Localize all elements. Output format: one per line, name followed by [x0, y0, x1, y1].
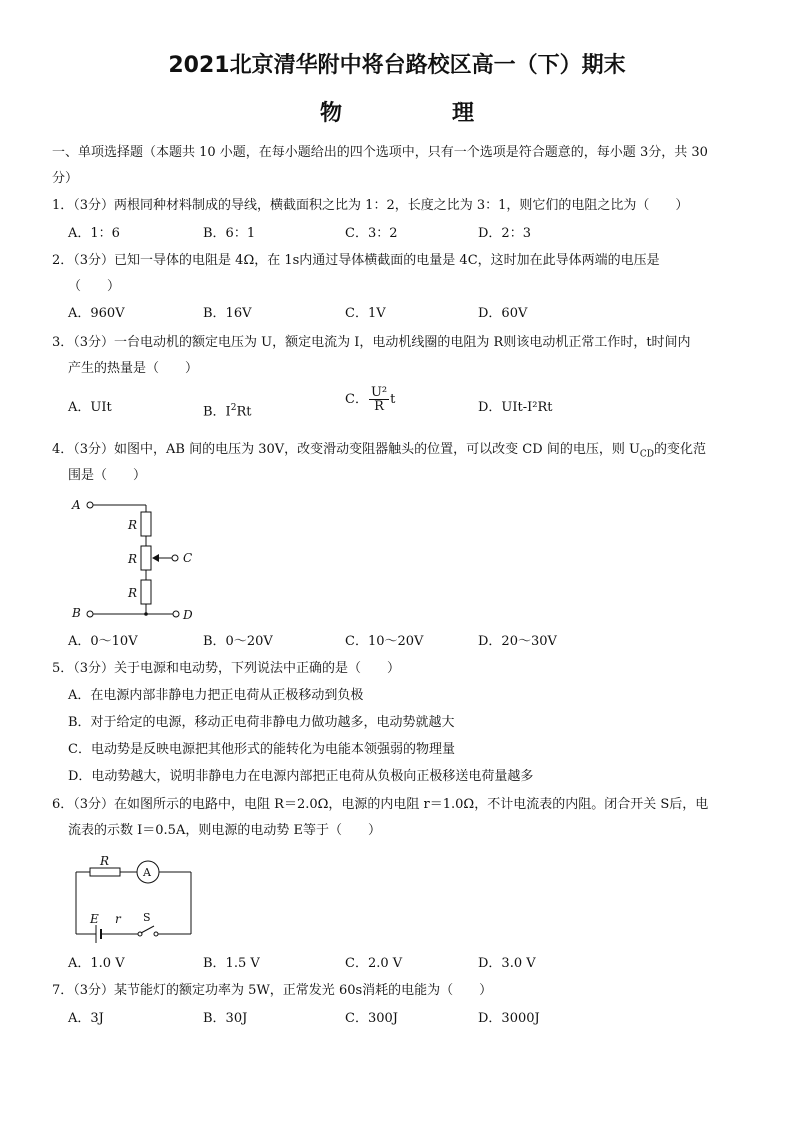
section-heading-cont: 分） — [52, 171, 79, 186]
terminal-d — [173, 611, 179, 617]
q3-option-c: C． $\frac{\text{U²}}{R}$ t — [345, 385, 396, 414]
q5-stem: 5．（3分）关于电源和电动势，下列说法中正确的是（ ） — [52, 661, 401, 676]
q6-option-c: C．2.0 V — [345, 956, 403, 971]
section-heading: 一、单项选择题（本题共 10 小题，在每小题给出的四个选项中，只有一个选项是符合题意的，每小题 3分，共 30 — [52, 145, 708, 160]
q6-circuit-figure — [70, 855, 200, 945]
switch-blade — [141, 926, 154, 933]
resistor-bottom — [141, 580, 151, 604]
q1-option-b: B．6：1 — [203, 226, 256, 241]
q4-circuit-figure — [66, 490, 206, 626]
q2-stem: 2．（3分）已知一导体的电阻是 4Ω，在 1s内通过导体横截面的电量是 4C，这时加在此导体两端的电压是 — [52, 253, 660, 268]
label-d: D — [183, 608, 193, 622]
q6-option-d: D．3.0 V — [478, 956, 536, 971]
q3-option-d: D．UIt-I²Rt — [478, 400, 553, 415]
resistor-r — [90, 868, 120, 876]
slider-arrow-icon — [152, 554, 159, 562]
q5-option-a: A．在电源内部非静电力把正电荷从正极移动到负极 — [68, 688, 364, 703]
q2-option-c: C．1V — [345, 306, 386, 321]
q2-option-b: B．16V — [203, 306, 252, 321]
q1-stem: 1．（3分）两根同种材料制成的导线，横截面积之比为 1：2，长度之比为 3：1，则它们的电阻之比为（ ） — [52, 198, 689, 213]
q1-option-d: D．2：3 — [478, 226, 531, 241]
label-c: C — [183, 551, 193, 565]
terminal-b — [87, 611, 93, 617]
label-r1: R — [128, 518, 138, 532]
label-a: A — [72, 498, 81, 512]
q3-option-a: A．UIt — [68, 400, 112, 415]
q4-option-d: D．20～30V — [478, 634, 557, 649]
q5-option-d: D．电动势越大，说明非静电力在电源内部把正电荷从负极向正极移送电荷量越多 — [68, 769, 534, 784]
q4-option-c: C．10～20V — [345, 634, 424, 649]
q5-option-b: B．对于给定的电源，移动正电荷非静电力做功越多，电动势就越大 — [68, 715, 455, 730]
resistor-top — [141, 512, 151, 536]
q4-option-a: A．0～10V — [68, 634, 138, 649]
q3-stem: 3．（3分）一台电动机的额定电压为 U，额定电流为 I，电动机线圈的电阻为 R则该电动机正常工作时，t时间内 — [52, 335, 691, 350]
fraction: $\frac{\text{U²}}{R}$ — [370, 385, 388, 414]
q4-option-b: B．0～20V — [203, 634, 273, 649]
label-internal-r: r — [115, 912, 121, 926]
q6-stem-cont: 流表的示数 I＝0.5A，则电源的电动势 E等于（ ） — [68, 823, 381, 838]
label-r: R — [100, 855, 110, 868]
subject-title: 物 理 — [319, 101, 518, 126]
q6-option-a: A．1.0 V — [68, 956, 125, 971]
q6-option-b: B．1.5 V — [203, 956, 260, 971]
q1-option-a: A．1：6 — [68, 226, 120, 241]
q7-stem: 7．（3分）某节能灯的额定功率为 5W，正常发光 60s消耗的电能为（ ） — [52, 983, 493, 998]
q3-option-b: B．$I^2Rt$ — [203, 403, 252, 420]
q7-option-c: C．300J — [345, 1011, 398, 1026]
q2-option-a: A．960V — [68, 306, 125, 321]
q5-option-c: C．电动势是反映电源把其他形式的能转化为电能本领强弱的物理量 — [68, 742, 455, 757]
label-e: E — [90, 912, 99, 926]
label-r2: R — [128, 552, 138, 566]
q7-option-d: D．3000J — [478, 1011, 540, 1026]
label-r3: R — [128, 586, 138, 600]
q4-stem: 4．（3分）如图中，AB 间的电压为 30V，改变滑动变阻器触头的位置，可以改变 CD 间的电压，则 $U_{CD}$的变化范 — [52, 442, 707, 460]
q4-stem-cont: 围是（ ） — [68, 468, 147, 483]
q3-stem-cont: 产生的热量是（ ） — [68, 361, 199, 376]
label-b: B — [72, 606, 81, 620]
resistor-middle — [141, 546, 151, 570]
exam-title: 2021北京清华附中将台路校区高一（下）期末 — [168, 53, 626, 78]
q2-option-d: D．60V — [478, 306, 528, 321]
q1-option-c: C．3：2 — [345, 226, 398, 241]
terminal-c — [172, 555, 178, 561]
q6-stem: 6．（3分）在如图所示的电路中，电阻 R＝2.0Ω，电源的内电阻 r＝1.0Ω，不计电流表的内阻。闭合开关 S后，电 — [52, 797, 709, 812]
label-ammeter: A — [143, 866, 151, 879]
q7-option-b: B．30J — [203, 1011, 248, 1026]
terminal-a — [87, 502, 93, 508]
q2-stem-cont: （ ） — [68, 279, 121, 294]
q7-option-a: A．3J — [68, 1011, 104, 1026]
switch-contact — [154, 932, 158, 936]
label-s: S — [143, 911, 151, 924]
